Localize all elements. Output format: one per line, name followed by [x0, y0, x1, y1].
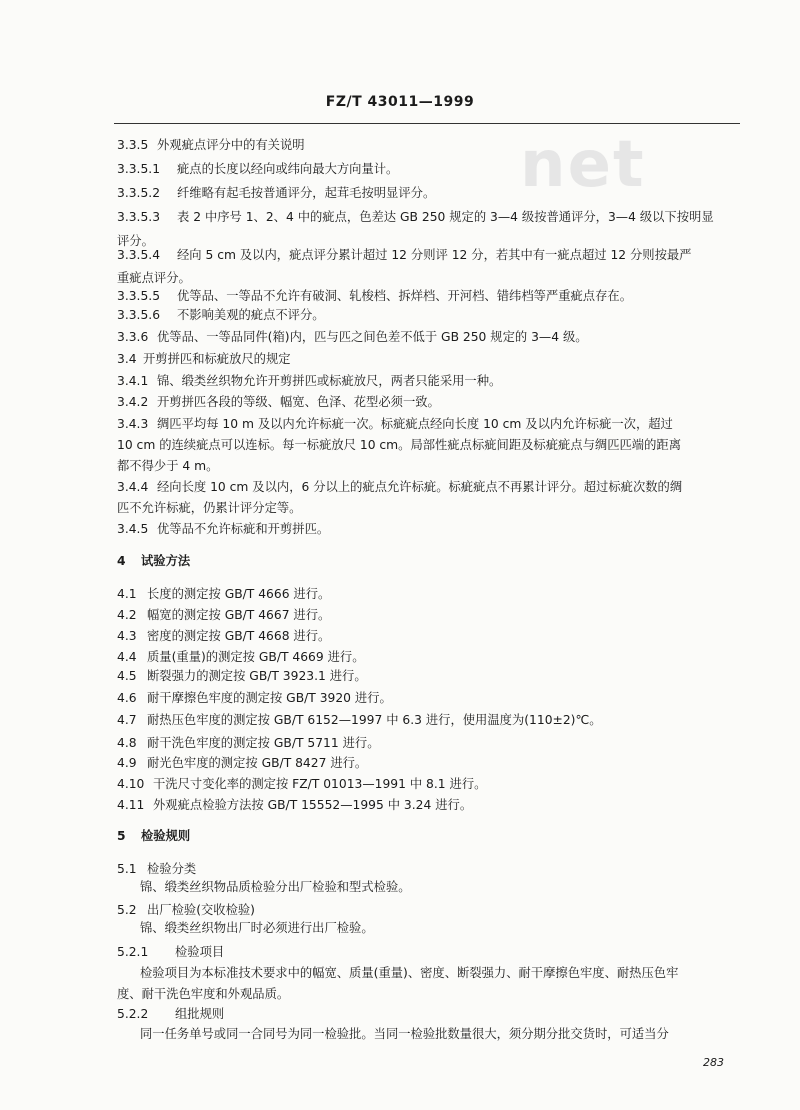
- clause-text: 幅宽的测定按 GB/T 4667 进行。: [147, 608, 331, 622]
- clause-number: 3.4.3: [117, 417, 149, 431]
- clause-3-4: [117, 351, 741, 367]
- section-title: 检验规则: [141, 829, 191, 843]
- clause-4-8: [117, 735, 741, 751]
- clause-5-2-2: [117, 1006, 741, 1022]
- clause-text: 开剪拼匹和标疵放尺的规定: [143, 352, 291, 366]
- clause-3-4-3: [117, 416, 741, 432]
- clause-number: 4.5: [117, 669, 137, 683]
- clause-3-3-5-4: [117, 247, 741, 263]
- clause-text: 检验分类: [147, 862, 197, 876]
- clause-text: 10 cm 的连续疵点可以连标。每一标疵放尺 10 cm。局部性疵点标疵间距及标疵疵点与绸匹匹端的距离: [117, 438, 681, 452]
- clause-4-10: [117, 776, 741, 792]
- watermark: net: [520, 128, 646, 202]
- clause-text: 同一任务单号或同一合同号为同一检验批。当同一检验批数量很大，须分期分批交货时，可适当分: [140, 1027, 669, 1041]
- clause-3-4-1: [117, 373, 741, 389]
- clause-4-7: [117, 712, 741, 728]
- clause-4-6: [117, 690, 741, 706]
- clause-number: 4.4: [117, 650, 137, 664]
- clause-number: 5.2.1: [117, 945, 149, 959]
- clause-4-3: [117, 628, 741, 644]
- clause-continuation: [117, 437, 741, 453]
- clause-text: 开剪拼匹各段的等级、幅宽、色泽、花型必须一致。: [157, 395, 440, 409]
- clause-text: 经向 5 cm 及以内，疵点评分累计超过 12 分则评 12 分，若其中有一疵点超过 12 分则按最严: [177, 248, 692, 262]
- clause-4-1: [117, 586, 741, 602]
- clause-number: 3.4.4: [117, 480, 149, 494]
- clause-3-3-5-2: [117, 185, 741, 201]
- clause-text: 外观疵点评分中的有关说明: [157, 138, 305, 152]
- clause-continuation: [117, 500, 741, 516]
- clause-number: 4.8: [117, 736, 137, 750]
- clause-text: 耐干洗色牢度的测定按 GB/T 5711 进行。: [147, 736, 380, 750]
- clause-text: 优等品、一等品不允许有破洞、轧梭档、拆烊档、开河档、错纬档等严重疵点存在。: [177, 289, 632, 303]
- clause-number: 3.4.2: [117, 395, 149, 409]
- clause-text: 长度的测定按 GB/T 4666 进行。: [147, 587, 331, 601]
- clause-text: 锦、缎类丝织物允许开剪拼匹或标疵放尺，两者只能采用一种。: [157, 374, 502, 388]
- clause-4-11: [117, 797, 741, 813]
- clause-paragraph: [140, 920, 764, 936]
- clause-text: 耐干摩擦色牢度的测定按 GB/T 3920 进行。: [147, 691, 392, 705]
- clause-text: 出厂检验(交收检验): [147, 903, 255, 917]
- clause-text: 纤维略有起毛按普通评分，起茸毛按明显评分。: [177, 186, 436, 200]
- clause-continuation: [117, 986, 741, 1002]
- clause-text: 匹不允许标疵，仍累计评分定等。: [117, 501, 302, 515]
- clause-number: 3.3.5.5: [117, 289, 161, 303]
- clause-3-3-6: [117, 329, 741, 345]
- clause-3-4-2: [117, 394, 741, 410]
- clause-number: 4.11: [117, 798, 145, 812]
- page-number: 283: [703, 1056, 724, 1069]
- clause-text: 绸匹平均每 10 m 及以内允许标疵一次。标疵疵点经向长度 10 cm 及以内允许标疵一次，超过: [157, 417, 673, 431]
- clause-paragraph: [140, 1026, 764, 1042]
- clause-3-4-4: [117, 479, 741, 495]
- clause-3-3-5-1: [117, 161, 741, 177]
- clause-number: 3.4.1: [117, 374, 149, 388]
- clause-text: 锦、缎类丝织物出厂时必须进行出厂检验。: [140, 921, 374, 935]
- clause-number: 5.1: [117, 862, 137, 876]
- clause-number: 3.3.5.1: [117, 162, 161, 176]
- clause-text: 评分。: [117, 234, 154, 248]
- clause-number: 4.9: [117, 756, 137, 770]
- clause-number: 3.4.5: [117, 522, 149, 536]
- clause-number: 4.1: [117, 587, 137, 601]
- clause-text: 外观疵点检验方法按 GB/T 15552—1995 中 3.24 进行。: [153, 798, 473, 812]
- clause-3-3-5: [117, 137, 741, 153]
- clause-number: 3.3.5.6: [117, 308, 161, 322]
- clause-text: 断裂强力的测定按 GB/T 3923.1 进行。: [147, 669, 367, 683]
- section-number: 4: [117, 554, 126, 568]
- clause-text: 检验项目为本标准技术要求中的幅宽、质量(重量)、密度、断裂强力、耐干摩擦色牢度、耐热压色牢: [140, 966, 679, 980]
- clause-number: 5.2: [117, 903, 137, 917]
- clause-text: 锦、缎类丝织物品质检验分出厂检验和型式检验。: [140, 880, 411, 894]
- clause-5-2-1: [117, 944, 741, 960]
- clause-number: 4.2: [117, 608, 137, 622]
- clause-4-5: [117, 668, 741, 684]
- clause-text: 度、耐干洗色牢度和外观品质。: [117, 987, 290, 1001]
- clause-number: 3.3.5: [117, 138, 149, 152]
- clause-3-4-5: [117, 521, 741, 537]
- clause-number: 3.3.5.2: [117, 186, 161, 200]
- clause-text: 优等品、一等品同件(箱)内，匹与匹之间色差不低于 GB 250 规定的 3—4 级。: [157, 330, 588, 344]
- standard-code-header: FZ/T 43011—1999: [325, 94, 475, 110]
- clause-5-1: [117, 861, 741, 877]
- clause-text: 密度的测定按 GB/T 4668 进行。: [147, 629, 331, 643]
- clause-number: 4.10: [117, 777, 145, 791]
- clause-text: 不影响美观的疵点不评分。: [177, 308, 325, 322]
- clause-text: 优等品不允许标疵和开剪拼匹。: [157, 522, 330, 536]
- clause-text: 耐光色牢度的测定按 GB/T 8427 进行。: [147, 756, 368, 770]
- clause-number: 3.3.5.4: [117, 248, 161, 262]
- clause-text: 疵点的长度以经向或纬向最大方向量计。: [177, 162, 399, 176]
- clause-paragraph: [140, 879, 764, 895]
- clause-number: 4.6: [117, 691, 137, 705]
- clause-text: 重疵点评分。: [117, 271, 191, 285]
- clause-number: 3.3.5.3: [117, 210, 161, 224]
- clause-continuation: [117, 458, 741, 474]
- section-title: 试验方法: [141, 554, 191, 568]
- clause-4-4: [117, 649, 741, 665]
- clause-paragraph: [140, 965, 764, 981]
- clause-5-2: [117, 902, 741, 918]
- header-rule: [114, 123, 740, 124]
- clause-3-3-5-6: [117, 307, 741, 323]
- clause-3-3-5-3: [117, 209, 741, 225]
- clause-text: 耐热压色牢度的测定按 GB/T 6152—1997 中 6.3 进行，使用温度为(110±2)℃。: [147, 713, 602, 727]
- clause-text: 质量(重量)的测定按 GB/T 4669 进行。: [147, 650, 365, 664]
- clause-continuation: [117, 270, 741, 286]
- clause-text: 表 2 中序号 1、2、4 中的疵点，色差达 GB 250 规定的 3—4 级按普通评分，3—4 级以下按明显: [177, 210, 714, 224]
- clause-number: 3.4: [117, 352, 137, 366]
- clause-text: 检验项目: [175, 945, 225, 959]
- clause-4-2: [117, 607, 741, 623]
- section-number: 5: [117, 829, 126, 843]
- clause-text: 经向长度 10 cm 及以内，6 分以上的疵点允许标疵。标疵疵点不再累计评分。超过标疵次数的绸: [157, 480, 683, 494]
- clause-text: 都不得少于 4 m。: [117, 459, 219, 473]
- clause-number: 4.7: [117, 713, 137, 727]
- clause-text: 干洗尺寸变化率的测定按 FZ/T 01013—1991 中 8.1 进行。: [153, 777, 487, 791]
- clause-number: 5.2.2: [117, 1007, 149, 1021]
- section-5-heading: [117, 828, 741, 844]
- clause-number: 3.3.6: [117, 330, 149, 344]
- clause-3-3-5-5: [117, 288, 741, 304]
- section-4-heading: [117, 553, 741, 569]
- clause-4-9: [117, 755, 741, 771]
- clause-text: 组批规则: [175, 1007, 225, 1021]
- clause-number: 4.3: [117, 629, 137, 643]
